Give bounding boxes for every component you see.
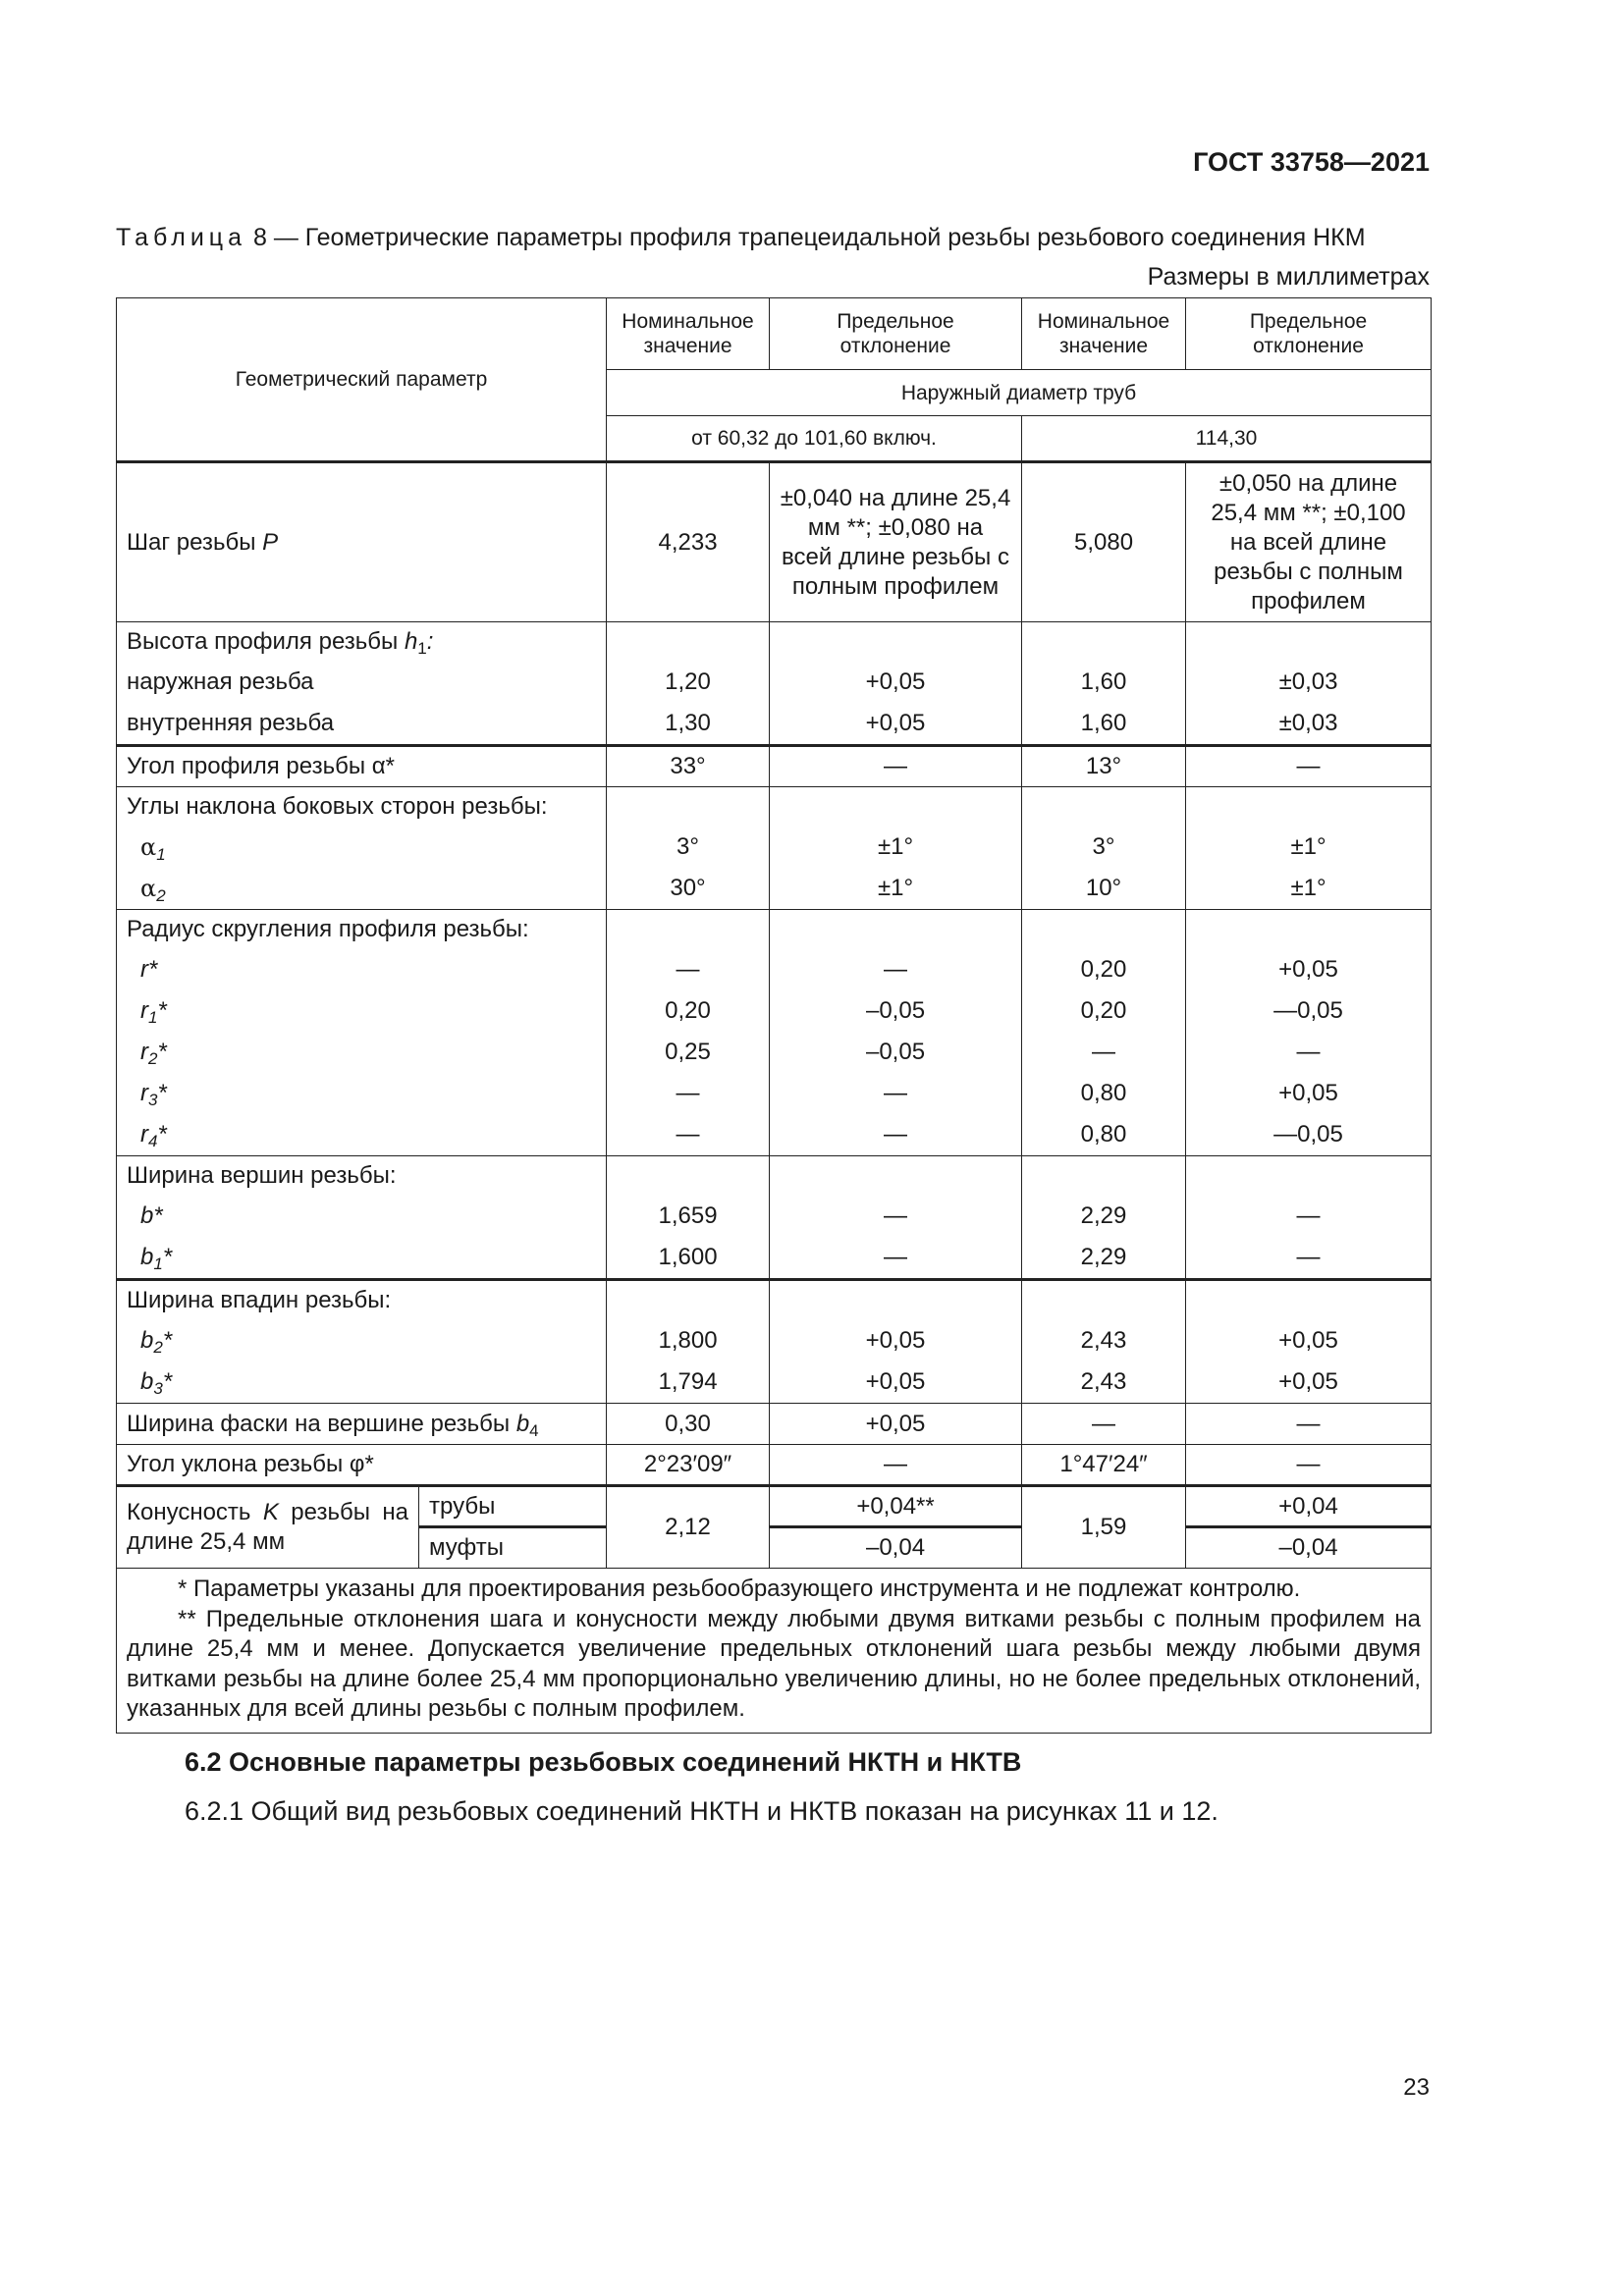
root-labels: Ширина впадин резьбы: $b_2*$ $b_3*$	[117, 1280, 607, 1404]
table-notes	[117, 1569, 1432, 1734]
row-crest	[117, 1156, 1432, 1280]
slope-nominal-2: 1°47′24″	[1022, 1445, 1186, 1486]
angle-nominal-2: 13°	[1022, 746, 1186, 787]
slope-deviation-1: —	[770, 1445, 1022, 1486]
flanks-nominal-2: 3° 10°	[1022, 787, 1186, 910]
header-group: Наружный диаметр труб	[607, 370, 1432, 416]
root-nominal-2: 2,43 2,43	[1022, 1280, 1186, 1404]
chamfer-deviation-1: +0,05	[770, 1404, 1022, 1445]
radius-deviation-2: +0,05 —0,05 — +0,05 —0,05	[1186, 910, 1432, 1156]
root-nominal-1: 1,800 1,794	[607, 1280, 770, 1404]
crest-deviation-1: — —	[770, 1156, 1022, 1280]
row-root	[117, 1280, 1432, 1404]
note-1: * Параметры указаны для проектирования резьбообразующего инструмента и не подлежат контролю.	[178, 1575, 1301, 1602]
crest-nominal-1: 1,659 1,600	[607, 1156, 770, 1280]
row-notes	[117, 1569, 1432, 1734]
step-label: Шаг резьбы P	[117, 462, 607, 622]
caption-prefix: Таблица	[116, 224, 247, 251]
header-nominal-1: Номинальное значение	[607, 298, 770, 370]
step-nominal-1: 4,233	[607, 462, 770, 622]
slope-deviation-2: —	[1186, 1445, 1432, 1486]
angle-label: Угол профиля резьбы α*	[117, 746, 607, 787]
header-nominal-2: Номинальное значение	[1022, 298, 1186, 370]
section-paragraph: 6.2.1 Общий вид резьбовых соединений НКТН и НКТВ показан на рисунках 11 и 12.	[185, 1796, 1218, 1826]
row-flanks	[117, 787, 1432, 910]
taper-coupling-label: муфты	[419, 1527, 607, 1569]
header-range-2: 114,30	[1022, 416, 1432, 462]
page-number: 23	[1403, 2074, 1430, 2101]
radius-deviation-1: — –0,05 –0,05 — —	[770, 910, 1022, 1156]
taper-coupling-deviation-1: –0,04	[770, 1527, 1022, 1569]
row-angle	[117, 746, 1432, 787]
crest-labels: Ширина вершин резьбы: b* $b_1*$	[117, 1156, 607, 1280]
row-taper-pipe	[117, 1486, 1432, 1527]
header-param: Геометрический параметр	[117, 298, 607, 462]
taper-label: Конусность K резьбы на длине 25,4 мм	[117, 1486, 419, 1569]
chamfer-label: Ширина фаски на вершине резьбы $b_4$	[117, 1404, 607, 1445]
step-deviation-2: ±0,050 на длине 25,4 мм **; ±0,100 на всей длине резьбы с полным профилем	[1186, 462, 1432, 622]
height-nominal-2: 1,60 1,60	[1022, 622, 1186, 746]
row-radius	[117, 910, 1432, 1156]
taper-nominal-2: 1,59	[1022, 1486, 1186, 1569]
angle-nominal-1: 33°	[607, 746, 770, 787]
row-height	[117, 622, 1432, 746]
section-title: 6.2 Основные параметры резьбовых соединений НКТН и НКТВ	[185, 1747, 1022, 1777]
height-deviation-2: ±0,03 ±0,03	[1186, 622, 1432, 746]
caption-number: 8	[252, 224, 267, 251]
crest-nominal-2: 2,29 2,29	[1022, 1156, 1186, 1280]
chamfer-nominal-1: 0,30	[607, 1404, 770, 1445]
step-symbol: P	[262, 528, 279, 556]
slope-label: Угол уклона резьбы φ*	[117, 1445, 607, 1486]
taper-pipe-deviation-2: +0,04	[1186, 1486, 1432, 1527]
flanks-deviation-1: ±1° ±1°	[770, 787, 1022, 910]
flanks-nominal-1: 3° 30°	[607, 787, 770, 910]
height-deviation-1: +0,05 +0,05	[770, 622, 1022, 746]
row-slope	[117, 1445, 1432, 1486]
radius-nominal-1: — 0,20 0,25 — —	[607, 910, 770, 1156]
flanks-labels: Углы наклона боковых сторон резьбы: $\alpha_1$ $\alpha_2$	[117, 787, 607, 910]
height-inner-label: внутренняя резьба	[127, 710, 335, 736]
step-nominal-2: 5,080	[1022, 462, 1186, 622]
slope-nominal-1: 2°23′09″	[607, 1445, 770, 1486]
crest-deviation-2: — —	[1186, 1156, 1432, 1280]
height-nominal-1: 1,20 1,30	[607, 622, 770, 746]
note-2: ** Предельные отклонения шага и конусности между любыми двумя витками резьбы с полным профилем на длине 25,4 мм и менее. Допускается увеличение предельных отклонений шага резьбы между любыми двумя витками резьбы на длине более 25,4 мм пропорционально увеличению длины, но не более предельных отклонений, указанных для всей длины резьбы с полным профилем.	[127, 1605, 1422, 1722]
header-deviation-1: Предельное отклонение	[770, 298, 1022, 370]
header-deviation-2: Предельное отклонение	[1186, 298, 1432, 370]
chamfer-deviation-2: —	[1186, 1404, 1432, 1445]
radius-nominal-2: 0,20 0,20 — 0,80 0,80	[1022, 910, 1186, 1156]
taper-pipe-label: трубы	[419, 1486, 607, 1527]
parameters-table	[116, 297, 1432, 1734]
radius-labels: Радиус скругления профиля резьбы: r* $r_1*$ $r_2*$ $r_3*$ $r_4*$	[117, 910, 607, 1156]
caption-title: — Геометрические параметры профиля трапецеидальной резьбы резьбового соединения НКМ	[266, 224, 1366, 251]
root-deviation-2: +0,05 +0,05	[1186, 1280, 1432, 1404]
flanks-deviation-2: ±1° ±1°	[1186, 787, 1432, 910]
root-deviation-1: +0,05 +0,05	[770, 1280, 1022, 1404]
taper-nominal-1: 2,12	[607, 1486, 770, 1569]
height-labels: Высота профиля резьбы $h_1$: наружная резьба внутренняя резьба	[117, 622, 607, 746]
angle-deviation-1: —	[770, 746, 1022, 787]
row-step	[117, 462, 1432, 622]
header-range-1: от 60,32 до 101,60 включ.	[607, 416, 1022, 462]
taper-coupling-deviation-2: –0,04	[1186, 1527, 1432, 1569]
row-chamfer	[117, 1404, 1432, 1445]
step-deviation-1: ±0,040 на длине 25,4 мм **; ±0,080 на всей длине резьбы с полным профилем	[770, 462, 1022, 622]
table-caption	[116, 224, 1366, 252]
document-id: ГОСТ 33758—2021	[1193, 147, 1430, 177]
height-outer-label: наружная резьба	[127, 668, 314, 695]
taper-pipe-deviation-1: +0,04**	[770, 1486, 1022, 1527]
units-note: Размеры в миллиметрах	[1147, 263, 1430, 291]
chamfer-nominal-2: —	[1022, 1404, 1186, 1445]
angle-deviation-2: —	[1186, 746, 1432, 787]
header-row	[117, 298, 1432, 370]
